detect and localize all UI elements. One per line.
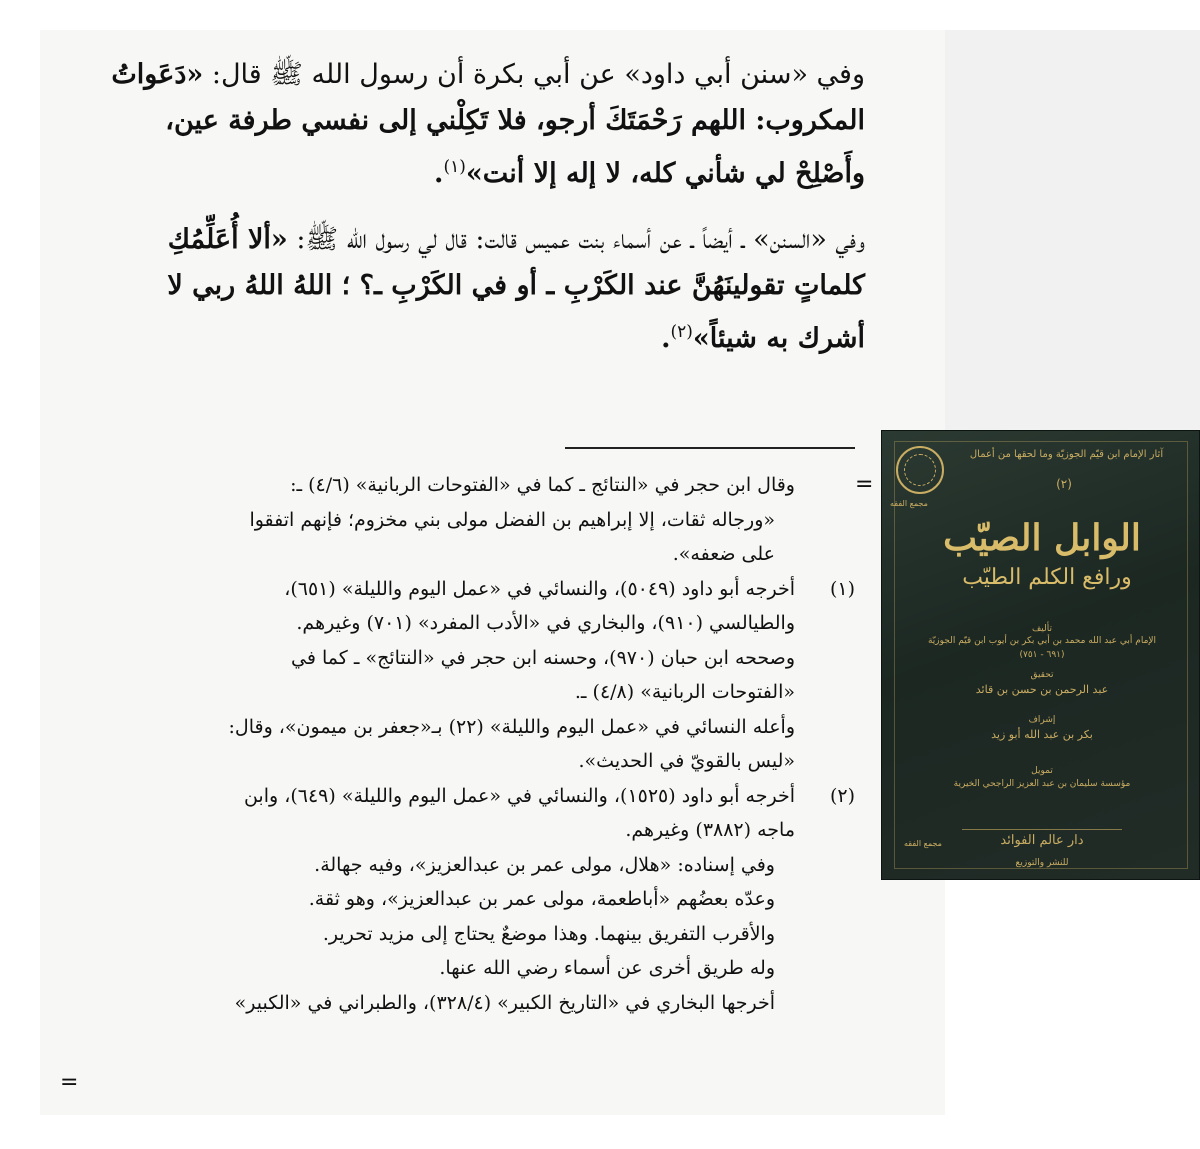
- page-margin-strip: [945, 30, 1200, 430]
- cover-supervisor: بكر بن عبد الله أبو زيد: [991, 728, 1093, 741]
- footnote-2-line: والأقرب التفريق بينهما. وهذا موضعٌ يحتاج إلى مزيد تحرير.: [322, 922, 775, 945]
- cover-editor: عبد الرحمن بن حسن بن قائد: [975, 683, 1109, 696]
- footnote-1-text: أخرجه أبو داود (٥٠٤٩)، والنسائي في «عمل اليوم والليلة» (٦٥١)،: [284, 577, 795, 600]
- footnotes: [85, 468, 855, 1020]
- seal-icon: [896, 446, 944, 494]
- cover-title: الوابل الصيّب: [943, 517, 1141, 559]
- cover-author-label: تأليف: [1031, 624, 1053, 634]
- cover-supervisor-label: إشراف: [1028, 715, 1056, 725]
- cover-series-number: (٢): [1056, 477, 1072, 491]
- footnote-2-line: أخرجها البخاري في «التاريخ الكبير» (٣٢٨/٤)، والطبراني في «الكبير»: [234, 991, 775, 1014]
- footnote-2-text: أخرجه أبو داود (١٥٢٥)، والنسائي في «عمل اليوم والليلة» (٦٤٩)، وابن: [243, 784, 795, 807]
- para1-end: .: [434, 158, 444, 189]
- para2-end: .: [661, 323, 671, 354]
- continuation-marker-top: =: [855, 472, 874, 497]
- cover-subtitle: ورافع الكلم الطيّب: [962, 565, 1132, 590]
- cover-editor-label: تحقيق: [1030, 670, 1054, 680]
- footnote-1-line: [85, 572, 855, 607]
- footnote-1-line: وأعله النسائي في «عمل اليوم والليلة» (٢٢) بـ«جعفر بن ميمون»، وقال:: [228, 715, 795, 738]
- para2-quote: «ألا أُعَلِّمُكِ كلماتٍ تقولينَهُنَّ عند الكَرْبِ ـ أو في الكَرْبِ ـ؟ ؛ اللهُ اللهُ ربي لا أشرك به شيئاً»: [167, 224, 865, 354]
- footnote-cont-line: وقال ابن حجر في «النتائج ـ كما في «الفتوحات الربانية» (٤/٦) ـ:: [290, 474, 795, 496]
- footnote-ref-2[interactable]: (٢): [670, 322, 693, 342]
- para2-intro: وفي «السنن» ـ أيضاً ـ عن أسماء بنت عميس قالت: قال لي رسول الله ﷺ:: [287, 224, 865, 255]
- hadith-paragraph-1: [95, 52, 865, 197]
- cover-publisher-name: دار عالم الفوائد: [1000, 833, 1084, 848]
- cover-publisher: [962, 829, 1122, 848]
- cover-publisher-sub: للنشر والتوزيع: [1015, 858, 1069, 868]
- footnote-1-line: وصححه ابن حبان (٩٧٠)، وحسنه ابن حجر في «النتائج» ـ كما في: [291, 646, 795, 669]
- footnote-2-line: [85, 779, 855, 814]
- footnote-2-number: (٢): [829, 784, 855, 807]
- cover-funder: مؤسسة سليمان بن عبد العزيز الراجحي الخيرية: [953, 779, 1131, 789]
- cover-funder-label: تمويل: [1031, 766, 1053, 776]
- cover-corner-left: مجمع الفقه: [904, 839, 942, 848]
- book-cover: [881, 430, 1200, 880]
- footnote-2-line: وفي إسناده: «هلال، مولى عمر بن عبدالعزيز»، وفيه جهالة.: [314, 853, 775, 876]
- footnote-cont-line: على ضعفه».: [672, 543, 775, 565]
- footnote-1-line: والطيالسي (٩١٠)، والبخاري في «الأدب المفرد» (٧٠١) وغيرهم.: [296, 612, 795, 634]
- continuation-marker-bottom: =: [60, 1070, 79, 1095]
- footnote-1-line: «ليس بالقويّ في الحديث».: [578, 750, 795, 772]
- hadith-paragraph-2: [95, 217, 865, 362]
- cover-author-dates: (٦٩١ - ٧٥١): [1019, 650, 1065, 660]
- cover-corner-publisher: مجمع الفقه: [890, 499, 928, 508]
- footnote-1-line: «الفتوحات الربانية» (٤/٨) ـ.: [574, 681, 795, 703]
- para1-intro: وفي «سنن أبي داود» عن أبي بكرة أن رسول الله ﷺ قال:: [203, 59, 865, 90]
- main-text: [95, 52, 865, 362]
- footnote-2-line: ماجه (٣٨٨٢) وغيرهم.: [625, 819, 795, 841]
- cover-author: الإمام أبي عبد الله محمد بن أبي بكر بن أيوب ابن قيّم الجوزيّة: [927, 636, 1157, 646]
- footnote-2-line: وله طريق أخرى عن أسماء رضي الله عنها.: [439, 957, 775, 979]
- footnote-1-number: (١): [829, 577, 855, 600]
- cover-series: آثار الإمام ابن قيّم الجوزيّة وما لحقها من أعمال: [969, 449, 1164, 460]
- footnote-ref-1[interactable]: (١): [443, 157, 466, 177]
- para1-quote: «دَعَواتُ المكروب: اللهم رَحْمَتَكَ أرجو، فلا تَكِلْني إلى نفسي طرفة عين، وأَصْلِحْ لي شأني كله، لا إله إلا أنت»: [111, 59, 865, 189]
- footnote-2-line: وعدّه بعضُهم «أباطعمة، مولى عمر بن عبدالعزيز»، وهو ثقة.: [308, 888, 775, 910]
- footnote-separator: [565, 447, 855, 449]
- footnote-cont-line: «ورجاله ثقات، إلا إبراهيم بن الفضل مولى بني مخزوم؛ فإنهم اتفقوا: [249, 508, 775, 531]
